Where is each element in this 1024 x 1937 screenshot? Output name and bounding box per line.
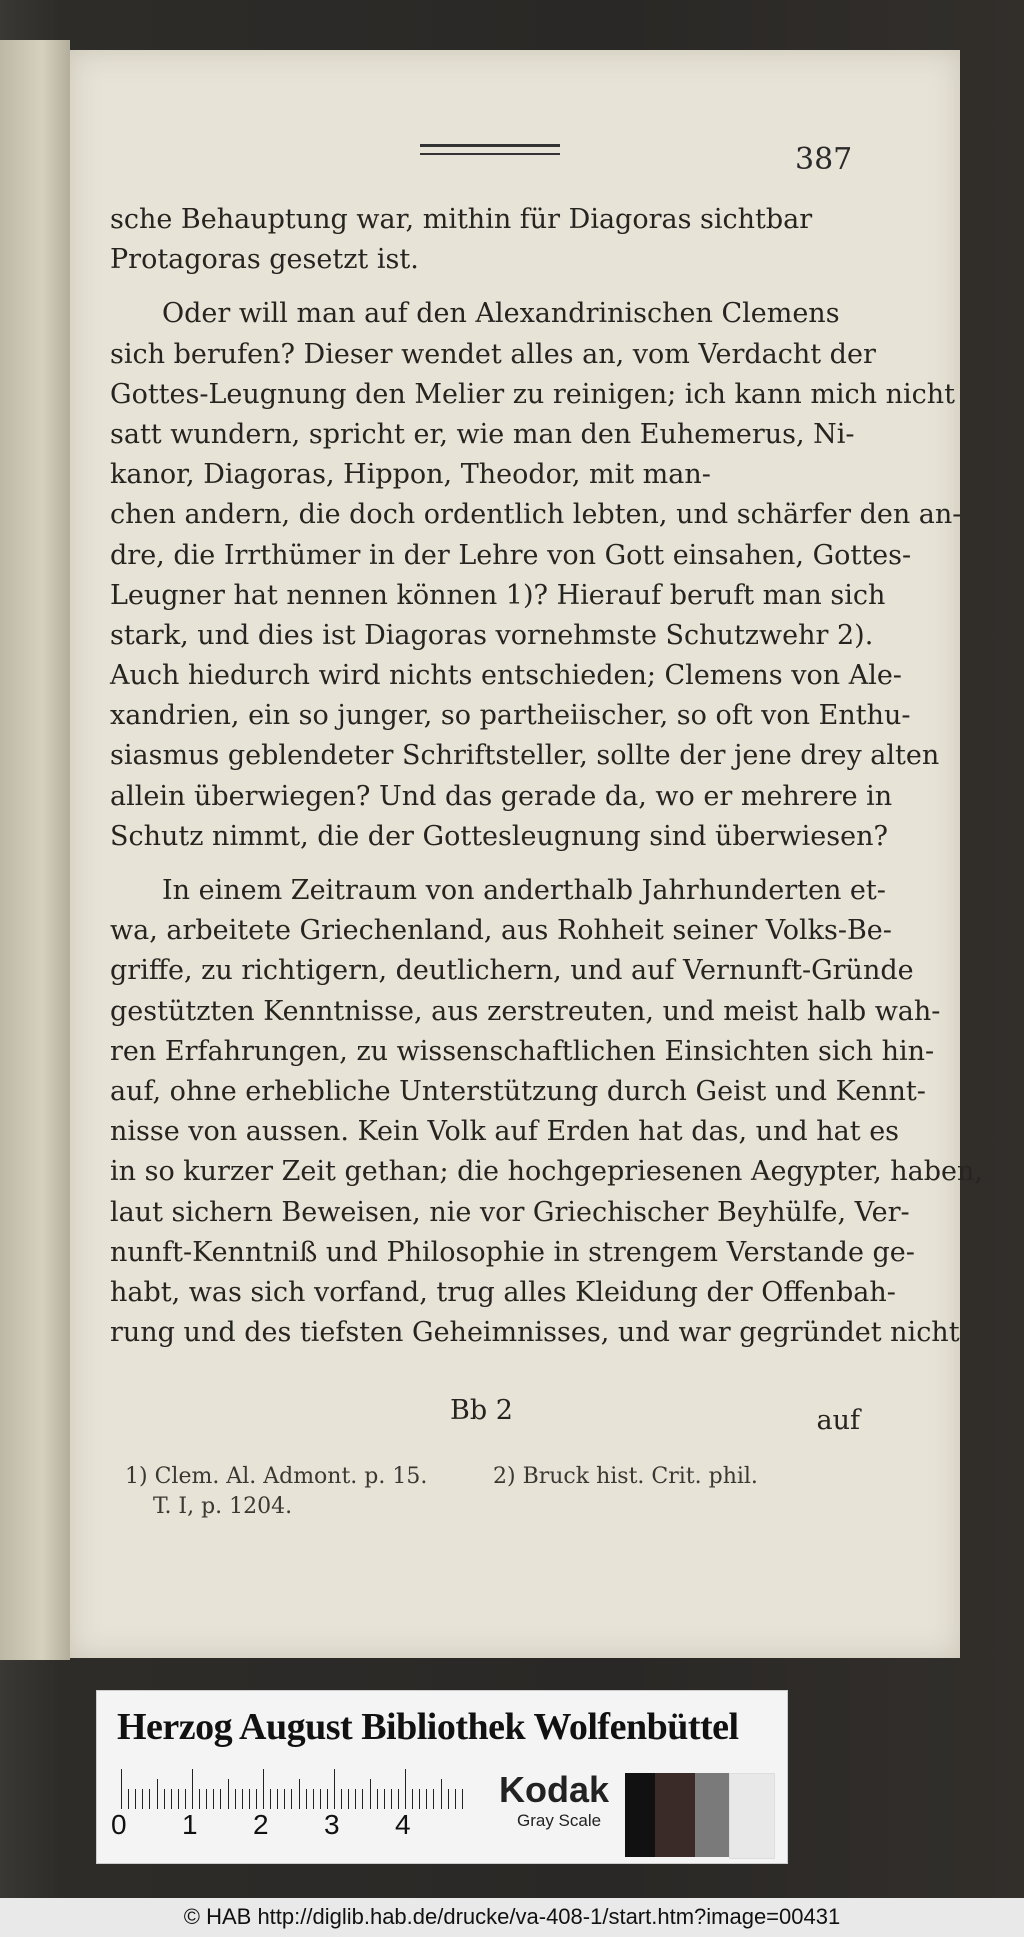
ruler-tick: [171, 1789, 172, 1809]
text-line: gestützten Kenntnisse, aus zerstreuten, und meist halb wah-: [110, 995, 941, 1027]
ruler-tick: [327, 1789, 328, 1809]
text-line: rung und des tiefsten Geheimnisses, und war gegründet nicht: [110, 1317, 960, 1349]
ruler-tick: [206, 1789, 207, 1809]
ruler-tick: [178, 1789, 179, 1809]
ruler-tick: [419, 1789, 420, 1809]
text-line: Gottes-Leugnung den Melier zu reinigen; ich kann mich nicht: [110, 378, 956, 410]
ruler-tick: [291, 1789, 292, 1809]
ruler-tick: [270, 1789, 271, 1809]
ruler-tick: [320, 1789, 321, 1809]
text-line: habt, was sich vorfand, trug alles Kleidung der Offenbah-: [110, 1276, 896, 1308]
ruler-tick: [462, 1789, 463, 1809]
ruler-tick: [412, 1789, 413, 1809]
ruler-tick: [149, 1789, 150, 1809]
ruler-tick: [185, 1789, 186, 1809]
text-line: ren Erfahrungen, zu wissenschaftlichen Einsichten sich hin-: [110, 1035, 935, 1067]
ruler-number: 3: [324, 1809, 340, 1840]
ruler-tick: [284, 1789, 285, 1809]
text-line: xandrien, ein so junger, so partheiischer, so oft von Enthu-: [110, 700, 911, 732]
copyright-url: © HAB http://diglib.hab.de/drucke/va-408-1/start.htm?image=00431: [183, 1904, 841, 1929]
ruler-tick: [235, 1789, 236, 1809]
ruler-tick: [391, 1789, 392, 1809]
ruler-tick: [157, 1779, 158, 1809]
book-page: [70, 50, 983, 1658]
ruler-tick: [164, 1789, 165, 1809]
ruler-tick: [348, 1789, 349, 1809]
ruler-tick: [405, 1769, 406, 1809]
library-name: Herzog August Bibliothek Wolfenbüttel: [117, 1706, 739, 1748]
gray-scale-label: Gray Scale: [517, 1811, 602, 1830]
text-line: sche Behauptung war, mithin für Diagoras sichtbar: [110, 204, 813, 235]
text-line: allein überwiegen? Und das gerade da, wo er mehrere in: [110, 780, 893, 812]
ruler-tick: [277, 1789, 278, 1809]
black-swatch: [625, 1773, 655, 1857]
ruler-number: 0: [111, 1809, 127, 1840]
ruler-tick: [299, 1779, 300, 1809]
ruler-tick: [263, 1769, 264, 1809]
ruler-tick: [256, 1789, 257, 1809]
ruler-tick: [384, 1789, 385, 1809]
ruler-tick: [455, 1789, 456, 1809]
page-number: 387: [795, 142, 853, 177]
ruler-tick: [121, 1769, 122, 1809]
signature-mark: Bb 2: [450, 1395, 513, 1426]
ruler-tick: [228, 1779, 229, 1809]
ruler-tick: [433, 1789, 434, 1809]
text-line: nisse von aussen. Kein Volk auf Erden hat das, und hat es: [110, 1116, 900, 1148]
catchword: auf: [816, 1405, 860, 1436]
text-line: auf, ohne erhebliche Unterstützung durch Geist und Kennt-: [110, 1075, 926, 1107]
kodak-logo: Kodak: [499, 1769, 610, 1810]
body-text: [110, 200, 983, 1353]
mid-gray-swatch: [695, 1773, 729, 1857]
ruler-tick: [220, 1789, 221, 1809]
text-line: In einem Zeitraum von anderthalb Jahrhunderten et-: [162, 875, 886, 906]
ruler-tick: [128, 1789, 129, 1809]
ruler-number: 4: [395, 1809, 411, 1840]
text-line: sich berufen? Dieser wendet alles an, vom Verdacht der: [110, 338, 876, 370]
ruler-number: 1: [182, 1809, 198, 1840]
text-line: siasmus geblendeter Schriftsteller, sollte der jene drey alten: [110, 740, 940, 772]
ruler-tick: [306, 1789, 307, 1809]
ruler-tick: [398, 1789, 399, 1809]
ruler-tick: [362, 1789, 363, 1809]
text-line: in so kurzer Zeit gethan; die hochgepriesenen Aegypter, haben,: [110, 1156, 983, 1188]
ruler-tick: [192, 1769, 193, 1809]
text-line: kanor, Diagoras, Hippon, Theodor, mit man-: [110, 459, 711, 491]
footnotes: [125, 1462, 865, 1522]
text-line: stark, und dies ist Diagoras vornehmste Schutzwehr 2).: [110, 619, 874, 651]
dark-swatch: [655, 1773, 695, 1857]
footer-bar: [0, 1898, 1024, 1937]
ruler-number: 2: [253, 1809, 269, 1840]
color-calibration-card: [96, 1690, 788, 1864]
text-line: dre, die Irrthümer in der Lehre von Gott einsahen, Gottes-: [110, 539, 912, 571]
ruler-tick: [370, 1779, 371, 1809]
measurement-ruler: [121, 1769, 467, 1809]
ruler-tick: [355, 1789, 356, 1809]
ruler-tick: [334, 1769, 335, 1809]
ruler-tick: [249, 1789, 250, 1809]
signature-line: [110, 1395, 860, 1435]
ruler-tick: [313, 1789, 314, 1809]
text-line: griffe, zu richtigern, deutlichern, und auf Vernunft-Gründe: [110, 955, 914, 987]
text-line: Oder will man auf den Alexandrinischen Clemens: [162, 298, 840, 330]
text-line: wa, arbeitete Griechenland, aus Rohheit seiner Volks-Be-: [110, 915, 892, 947]
text-line: Protagoras gesetzt ist.: [110, 244, 419, 276]
ruler-tick: [377, 1789, 378, 1809]
ruler-tick: [448, 1789, 449, 1809]
text-line: laut sichern Beweisen, nie vor Griechischer Beyhülfe, Ver-: [110, 1196, 910, 1228]
ruler-tick: [135, 1789, 136, 1809]
ruler-tick: [213, 1789, 214, 1809]
adjacent-page-edge: [0, 40, 70, 1660]
header-rule: [420, 144, 560, 155]
ruler-tick: [242, 1789, 243, 1809]
ruler-tick: [441, 1779, 442, 1809]
paragraph-gap: [110, 857, 860, 871]
footnote-1-continued: T. I, p. 1204.: [153, 1494, 293, 1519]
light-swatch: [729, 1773, 775, 1859]
text-line: Auch hiedurch wird nichts entschieden; Clemens von Ale-: [110, 660, 902, 692]
footnote-1: 1) Clem. Al. Admont. p. 15.: [125, 1464, 428, 1489]
ruler-tick: [341, 1789, 342, 1809]
ruler-tick: [426, 1789, 427, 1809]
text-line: chen andern, die doch ordentlich lebten, und schärfer den an-: [110, 499, 962, 531]
ruler-tick: [199, 1789, 200, 1809]
footnote-2: 2) Bruck hist. Crit. phil.: [493, 1464, 758, 1489]
paragraph-gap: [110, 280, 860, 294]
text-line: satt wundern, spricht er, wie man den Euhemerus, Ni-: [110, 418, 855, 450]
text-line: nunft-Kenntniß und Philosophie in strengem Verstande ge-: [110, 1236, 915, 1268]
ruler-tick: [142, 1789, 143, 1809]
text-line: Leugner hat nennen können 1)? Hierauf beruft man sich: [110, 579, 886, 611]
text-line: Schutz nimmt, die der Gottesleugnung sind überwiesen?: [110, 820, 888, 852]
